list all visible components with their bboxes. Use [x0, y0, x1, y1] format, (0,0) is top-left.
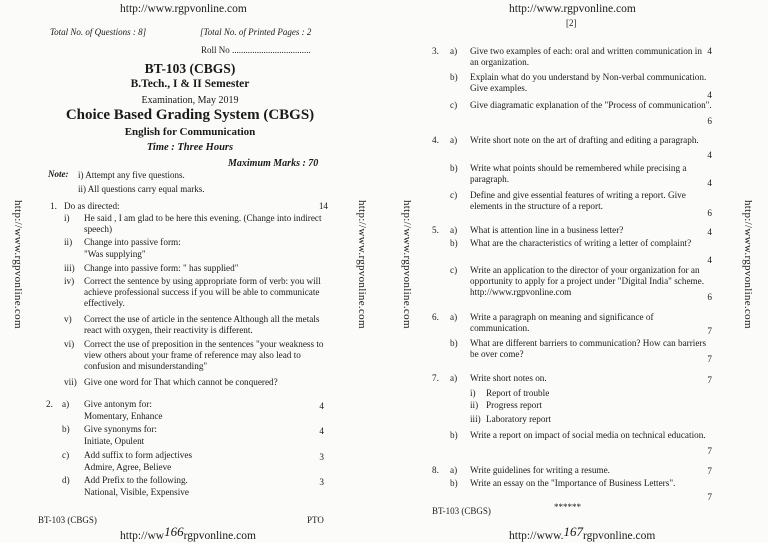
part-text: What are the characteristics of writing a letter of complaint?	[470, 238, 692, 248]
part-label: b)	[450, 72, 458, 82]
part-text: Write what points should be remembered while precising a paragraph.	[470, 163, 687, 184]
part-label: b)	[450, 430, 458, 440]
footer-url-end: rgpvonline.com	[583, 530, 656, 542]
part-text: Write a paragraph on meaning and significance of communication.	[470, 312, 654, 333]
part-text: What is attention line in a business letter?	[470, 225, 624, 235]
note-2: ii) All questions carry equal marks.	[78, 184, 205, 194]
footer-url	[120, 524, 256, 543]
part-text: He said , I am glad to be here this evening. (Change into indirect speech)	[84, 213, 322, 234]
question-number: 4.	[432, 135, 439, 145]
part-label: ii)	[470, 400, 479, 410]
footer-url-start: http://ww	[120, 530, 165, 542]
part-marks: 7	[707, 326, 712, 336]
part-sub: National, Visible, Expensive	[84, 487, 189, 497]
part-label: b)	[450, 238, 458, 248]
part-marks: 4	[319, 426, 324, 436]
part-label: a)	[450, 225, 458, 235]
watermark-center-left: http://www.rgpvonline.com	[356, 200, 368, 329]
part-label: vi)	[64, 339, 75, 349]
part-label: a)	[450, 46, 458, 56]
handwritten-page-number: 166	[164, 524, 184, 539]
part-text: Add Prefix to the following.	[84, 475, 188, 485]
part-sub: Initiate, Opulent	[84, 436, 145, 446]
note-label: Note:	[48, 169, 69, 179]
grading-system: Choice Based Grading System (CBGS)	[65, 107, 315, 123]
question-number: 3.	[432, 46, 439, 56]
part-marks: 6	[707, 292, 712, 302]
question-1	[0, 201, 384, 391]
part-marks: 7	[707, 375, 712, 385]
part-label: ii)	[64, 237, 73, 247]
part-marks: 7	[707, 354, 712, 364]
part-label: a)	[450, 465, 458, 475]
part-text: Give antonym for:	[84, 399, 152, 409]
part-text: Give two examples of each: oral and written communication in an organization.	[470, 46, 702, 67]
exam-session: Examination, May 2019	[141, 95, 239, 106]
total-pages: [Total No. of Printed Pages : 2	[200, 27, 312, 37]
footer-url-end: rgpvonline.com	[183, 530, 256, 542]
part-label: c)	[450, 265, 458, 275]
question-text: Do as directed:	[64, 201, 120, 211]
part-label: b)	[450, 478, 458, 488]
part-text: Explain what do you understand by Non-verbal communication. Give examples.	[470, 72, 707, 93]
watermark-right-edge: http://www.rgpvonline.com	[742, 200, 754, 329]
part-label: c)	[450, 190, 458, 200]
header-url: http://www.rgpvonline.com	[120, 3, 247, 15]
part-text: Change into passive form:	[84, 237, 181, 247]
part-marks: 3	[319, 452, 324, 462]
part-label: b)	[62, 424, 70, 434]
part-text: Give diagramatic explanation of the "Process of communication".	[470, 100, 712, 110]
watermark-left-edge: http://www.rgpvonline.com	[12, 200, 24, 329]
part-marks: 4	[707, 150, 712, 160]
part-sub: Admire, Agree, Believe	[84, 462, 172, 472]
part-label: d)	[62, 475, 70, 485]
question-number: 8.	[432, 465, 439, 475]
question-number: 2.	[46, 399, 53, 409]
header-url: http://www.rgpvonline.com	[509, 3, 636, 15]
part-label: iv)	[64, 276, 75, 286]
part-label: vii)	[64, 377, 77, 387]
page-number: [2]	[566, 18, 577, 28]
part-label: i)	[64, 213, 70, 223]
part-marks: 4	[707, 90, 712, 100]
right-page	[384, 0, 768, 543]
part-marks: 4	[319, 401, 324, 411]
part-label: i)	[470, 388, 476, 398]
footer-code: BT-103 (CBGS)	[38, 515, 97, 525]
part-text: Give synonyms for:	[84, 424, 157, 434]
question-number: 7.	[432, 373, 439, 383]
part-label: iii)	[470, 414, 481, 424]
part-marks: 7	[707, 446, 712, 456]
part-text: "Was supplying"	[84, 249, 146, 259]
part-marks: 7	[707, 466, 712, 476]
part-text: Give one word for That which cannot be conquered?	[84, 377, 278, 387]
part-text: Add suffix to form adjectives	[84, 450, 193, 460]
end-stars: ******	[554, 502, 581, 512]
exam-time: Time : Three Hours	[146, 142, 234, 153]
question-number: 6.	[432, 312, 439, 322]
part-label: c)	[62, 450, 70, 460]
max-marks: Maximum Marks : 70	[228, 158, 319, 169]
part-marks: 4	[707, 227, 712, 237]
part-text: Correct the use of preposition in the sentences "your weakness to view others about your frame of reference may also lead to confusion and misunderstanding"	[84, 339, 324, 371]
part-marks: 4	[707, 178, 712, 188]
handwritten-page-number: 167	[563, 524, 584, 539]
part-text: Write short notes on.	[470, 373, 547, 383]
part-label: b)	[450, 338, 458, 348]
watermark-center-right: http://www.rgpvonline.com	[401, 200, 413, 329]
roll-no: Roll No ...................................	[201, 45, 311, 55]
part-label: a)	[450, 312, 458, 322]
part-label: a)	[62, 399, 70, 409]
part-text: Write an application to the director of your organization for an opportunity to apply for a project under "Digital India" scheme. http://www.rgpvonline.com	[470, 265, 705, 297]
part-label: a)	[450, 373, 458, 383]
part-text: Change into passive form: " has supplied"	[84, 263, 239, 273]
footer-url	[509, 524, 656, 543]
part-text: Write a report on impact of social media on technical education.	[470, 430, 706, 440]
part-text: What are different barriers to communication? How can barriers be over come?	[470, 338, 707, 359]
question-number: 5.	[432, 225, 439, 235]
part-marks: 6	[707, 208, 712, 218]
footer-url-start: http://www.	[509, 530, 564, 542]
part-text: Define and give essential features of writing a report. Give elements in the structure of a report.	[470, 190, 686, 211]
footer-pto: PTO	[307, 515, 324, 525]
part-text: Write an essay on the "Importance of Business Letters".	[470, 478, 676, 488]
footer-code: BT-103 (CBGS)	[432, 506, 491, 516]
question-number: 1.	[50, 201, 57, 211]
part-marks: 4	[707, 255, 712, 265]
part-text: Progress report	[486, 400, 542, 410]
part-label: v)	[64, 314, 72, 324]
part-label: iii)	[64, 263, 75, 273]
part-text: Write guidelines for writing a resume.	[470, 465, 610, 475]
part-text: Laboratory report	[486, 414, 552, 424]
note-1: i) Attempt any five questions.	[78, 170, 185, 180]
total-questions: Total No. of Questions : 8]	[50, 27, 147, 37]
part-sub: Momentary, Enhance	[84, 411, 163, 421]
paper-code: BT-103 (CBGS)	[144, 61, 236, 76]
question-2	[0, 399, 384, 499]
part-text: Correct the sentence by using appropriate form of verb: you will achieve professional success if you will be able to communicate effectively.	[84, 276, 321, 308]
part-marks: 6	[707, 116, 712, 126]
part-marks: 3	[319, 477, 324, 487]
part-label: a)	[450, 135, 458, 145]
question-marks: 14	[318, 201, 328, 211]
subject-title: English for Communication	[124, 126, 256, 138]
part-label: c)	[450, 100, 458, 110]
part-text: Write short note on the art of drafting and editing a paragraph.	[470, 135, 699, 145]
part-marks: 4	[707, 46, 712, 56]
course-title: B.Tech., I & II Semester	[130, 78, 250, 90]
part-text: Correct the use of article in the sentence Although all the metals react with oxygen, their reactivity is different.	[84, 314, 320, 335]
part-label: b)	[450, 163, 458, 173]
questions-3-to-8	[384, 0, 768, 543]
part-text: Report of trouble	[486, 388, 550, 398]
part-marks: 7	[707, 492, 712, 502]
